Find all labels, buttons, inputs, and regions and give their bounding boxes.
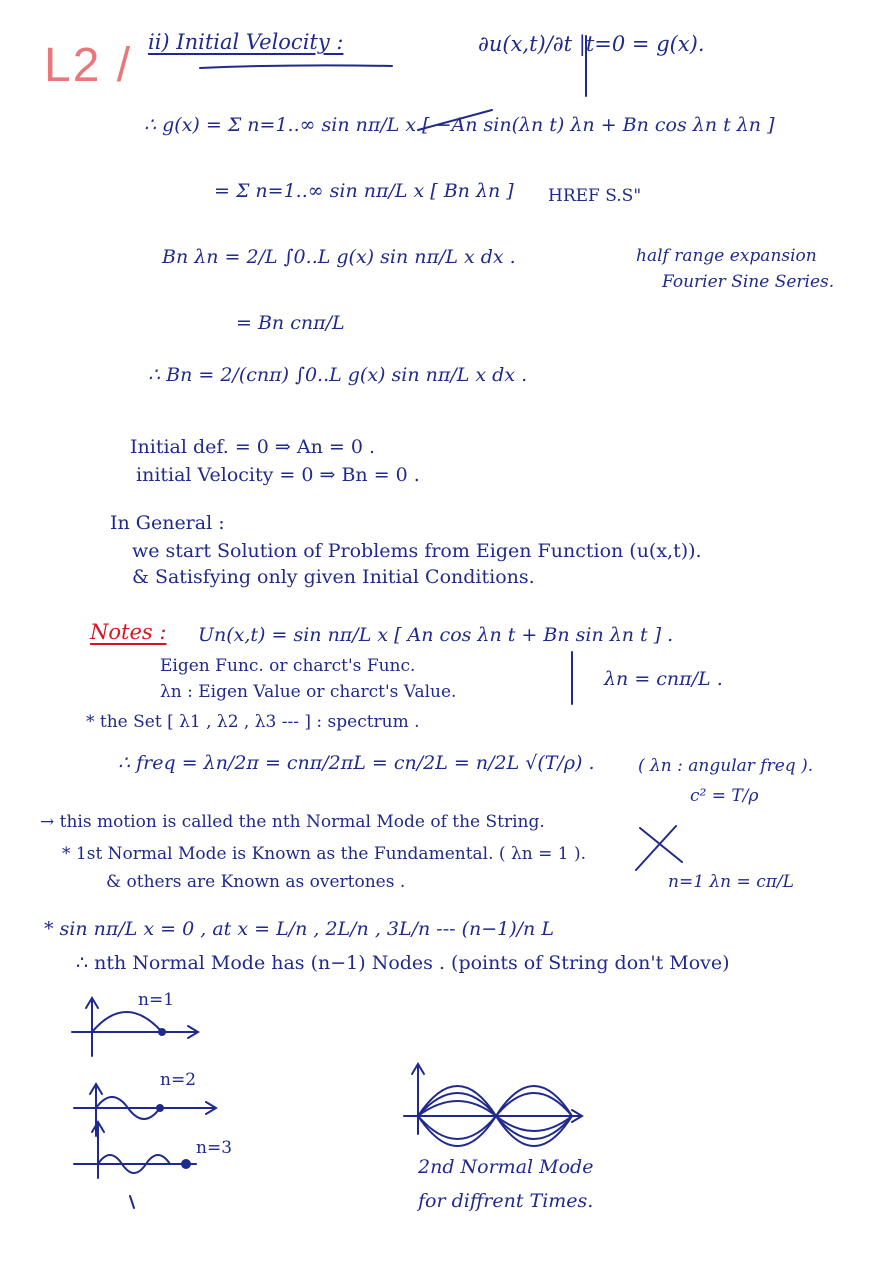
mode-sketch-n3 <box>74 1122 196 1178</box>
lambda-n1-note: n=1 λn = cπ/L <box>668 872 794 892</box>
half-range-note-1: half range expansion <box>636 246 817 266</box>
nodes-note: ∴ nth Normal Mode has (n−1) Nodes . (points of String don't Move) <box>76 952 730 974</box>
header-label: ii) Initial Velocity : <box>148 30 344 54</box>
eigen-function-note: Eigen Func. or charct's Func. <box>160 656 416 676</box>
c-squared-note: c² = T/ρ <box>690 786 759 806</box>
lambda-definition: λn = cnπ/L . <box>604 668 723 690</box>
notes-equation: Un(x,t) = sin nπ/L x [ An cos λn t + Bn sin λn t ] . <box>198 624 674 646</box>
half-range-note-2: Fourier Sine Series. <box>662 272 835 292</box>
initial-deflection-note: Initial def. = 0 ⇒ An = 0 . <box>130 436 375 458</box>
in-general-heading: In General : <box>110 512 225 534</box>
normal-mode-note: → this motion is called the nth Normal Mode of the String. <box>40 812 545 832</box>
stray-mark <box>130 1196 134 1208</box>
cross-mark <box>636 826 682 870</box>
general-line-2: & Satisfying only given Initial Conditions. <box>132 566 535 588</box>
mode-label-n2: n=2 <box>160 1070 197 1090</box>
spectrum-note: * the Set [ λ1 , λ2 , λ3 --- ] : spectrum . <box>86 712 420 732</box>
strike-mark <box>418 110 492 130</box>
title-underline <box>200 65 392 68</box>
initial-velocity-note: initial Velocity = 0 ⇒ Bn = 0 . <box>136 464 420 486</box>
equation-bn-lambda: Bn λn = 2/L ∫0..L g(x) sin nπ/L x dx . <box>162 246 516 268</box>
mode-label-n3: n=3 <box>196 1138 233 1158</box>
mode-sketch-n1 <box>72 998 198 1056</box>
href-note: HREF S.S" <box>548 186 642 206</box>
equation-g-series: ∴ g(x) = Σ n=1..∞ sin nπ/L x [ −An sin(λn t) λn + Bn cos λn t λn ] <box>144 114 775 136</box>
second-mode-sketch <box>404 1064 582 1146</box>
overtones-note: & others are Known as overtones . <box>106 872 406 892</box>
second-mode-caption-1: 2nd Normal Mode <box>418 1156 594 1178</box>
header-equation: ∂u(x,t)/∂t |t=0 = g(x). <box>478 32 705 56</box>
general-line-1: we start Solution of Problems from Eigen Function (u(x,t)). <box>132 540 702 562</box>
eigen-value-note: λn : Eigen Value or charct's Value. <box>160 682 457 702</box>
equation-bn-cnpi: = Bn cnπ/L <box>236 312 345 334</box>
mode-label-n1: n=1 <box>138 990 175 1010</box>
lecture-tag: L2 / <box>44 39 133 92</box>
equation-g-simplified: = Σ n=1..∞ sin nπ/L x [ Bn λn ] <box>214 180 514 202</box>
angular-frequency-note: ( λn : angular freq ). <box>638 756 814 776</box>
second-mode-caption-2: for diffrent Times. <box>418 1190 594 1212</box>
fundamental-note: * 1st Normal Mode is Known as the Fundamental. ( λn = 1 ). <box>62 844 586 864</box>
equation-bn-result: ∴ Bn = 2/(cnπ) ∫0..L g(x) sin nπ/L x dx . <box>148 364 528 386</box>
frequency-equation: ∴ freq = λn/2π = cnπ/2πL = cn/2L = n/2L √(T/ρ) . <box>118 752 595 774</box>
notes-heading: Notes : <box>90 620 167 644</box>
sine-zero-equation: * sin nπ/L x = 0 , at x = L/n , 2L/n , 3L/n --- (n−1)/n L <box>44 918 554 940</box>
